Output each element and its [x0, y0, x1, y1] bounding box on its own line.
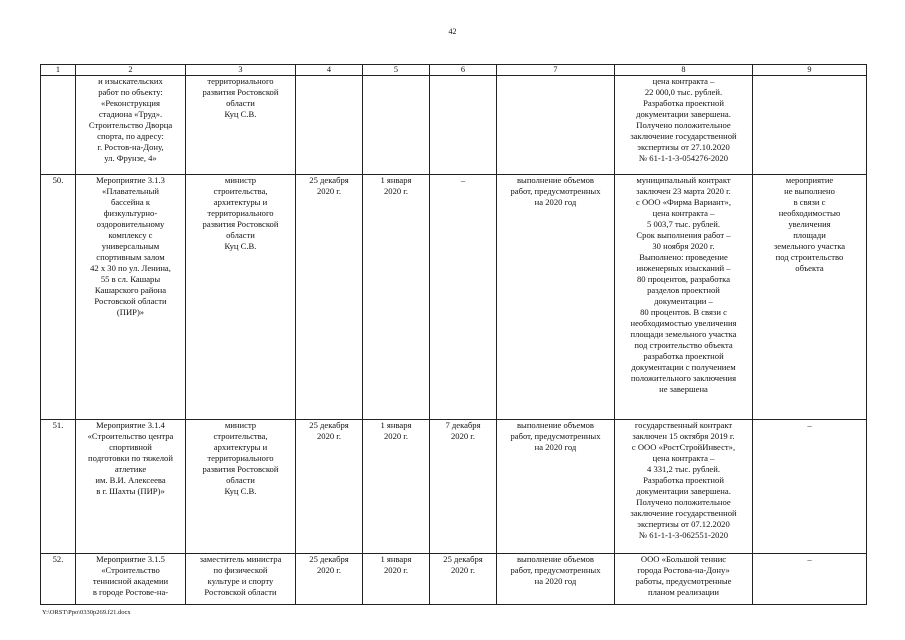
start-date-cell: 1 января 2020 г.	[363, 420, 430, 554]
report-table	[40, 64, 867, 605]
note-cell	[753, 76, 867, 175]
column-number: 1	[41, 65, 76, 76]
row-number: 52.	[41, 554, 76, 605]
column-number: 7	[497, 65, 615, 76]
column-number-row	[41, 65, 867, 76]
column-number: 2	[76, 65, 186, 76]
start-date-cell: 1 января 2020 г.	[363, 554, 430, 605]
plan-date-cell: 25 декабря 2020 г.	[296, 175, 363, 420]
note-cell: мероприятие не выполнено в связи с необходимостью увеличения площади земельного участка под строительство объекта	[753, 175, 867, 420]
plan-date-cell: 25 декабря 2020 г.	[296, 420, 363, 554]
status-cell: цена контракта – 22 000,0 тыс. рублей. Разработка проектной документации завершена. Получено положительное заключение государственной экспертизы от 27.10.2020 № 61-1-1-3-054276-2020	[615, 76, 753, 175]
plan-date-cell	[296, 76, 363, 175]
page-number: 42	[448, 27, 457, 36]
event-cell: и изыскательских работ по объекту: «Реконструкция стадиона «Труд». Строительство Дворца спорта, по адресу: г. Ростов-на-Дону, ул. Фрунзе, 4»	[76, 76, 186, 175]
result-cell: выполнение объемов работ, предусмотренных на 2020 год	[497, 420, 615, 554]
table-row	[41, 76, 867, 175]
table-row	[41, 175, 867, 420]
fact-date-cell: 7 декабря 2020 г.	[430, 420, 497, 554]
event-cell: Мероприятие 3.1.4 «Строительство центра спортивной подготовки по тяжелой атлетике им. В.И. Алексеева в г. Шахты (ПИР)»	[76, 420, 186, 554]
event-cell: Мероприятие 3.1.5 «Строительство теннисной академии в городе Ростове-на-	[76, 554, 186, 605]
result-cell	[497, 76, 615, 175]
row-number: 51.	[41, 420, 76, 554]
plan-date-cell: 25 декабря 2020 г.	[296, 554, 363, 605]
column-number: 9	[753, 65, 867, 76]
column-number: 4	[296, 65, 363, 76]
row-number: 50.	[41, 175, 76, 420]
start-date-cell: 1 января 2020 г.	[363, 175, 430, 420]
table-row	[41, 420, 867, 554]
row-number	[41, 76, 76, 175]
status-cell: муниципальный контракт заключен 23 марта 2020 г. с ООО «Фирма Вариант», цена контракта – 5 003,7 тыс. рублей. Срок выполнения работ – 30 ноября 2020 г. Выполнено: проведение инженерных изысканий – 80 процентов, разработка разделов проектной документации – 80 процентов. В связи с необходимостью увеличения площади земельного участка под строительство объекта разработка проектной документации с получением положительного заключения не завершена	[615, 175, 753, 420]
status-cell: ООО «Большой теннис города Ростова-на-Дону» работы, предусмотренные планом реализации	[615, 554, 753, 605]
responsible-cell: министр строительства, архитектуры и территориального развития Ростовской области Куц С.В.	[186, 420, 296, 554]
event-cell: Мероприятие 3.1.3 «Плавательный бассейна к физкультурно- оздоровительному комплексу с универсальным спортивным залом 42 х 30 по ул. Ленина, 55 в сл. Кашары Кашарского района Ростовской области (ПИР)»	[76, 175, 186, 420]
column-number: 6	[430, 65, 497, 76]
responsible-cell: территориального развития Ростовской области Куц С.В.	[186, 76, 296, 175]
start-date-cell	[363, 76, 430, 175]
fact-date-cell: 25 декабря 2020 г.	[430, 554, 497, 605]
result-cell: выполнение объемов работ, предусмотренных на 2020 год	[497, 175, 615, 420]
table-row	[41, 554, 867, 605]
column-number: 3	[186, 65, 296, 76]
fact-date-cell: –	[430, 175, 497, 420]
note-cell: –	[753, 420, 867, 554]
file-path-footer: Y:\ORST\Ppo\0330p269.f21.docx	[42, 609, 131, 616]
result-cell: выполнение объемов работ, предусмотренных на 2020 год	[497, 554, 615, 605]
note-cell: –	[753, 554, 867, 605]
column-number: 5	[363, 65, 430, 76]
column-number: 8	[615, 65, 753, 76]
fact-date-cell	[430, 76, 497, 175]
responsible-cell: заместитель министра по физической культуре и спорту Ростовской области	[186, 554, 296, 605]
status-cell: государственный контракт заключен 15 октября 2019 г. с ООО «РостСтройИнвест», цена контракта – 4 331,2 тыс. рублей. Разработка проектной документации завершена. Получено положительное заключение государственной экспертизы от 07.12.2020 № 61-1-1-3-062551-2020	[615, 420, 753, 554]
responsible-cell: министр строительства, архитектуры и территориального развития Ростовской области Куц С.В.	[186, 175, 296, 420]
